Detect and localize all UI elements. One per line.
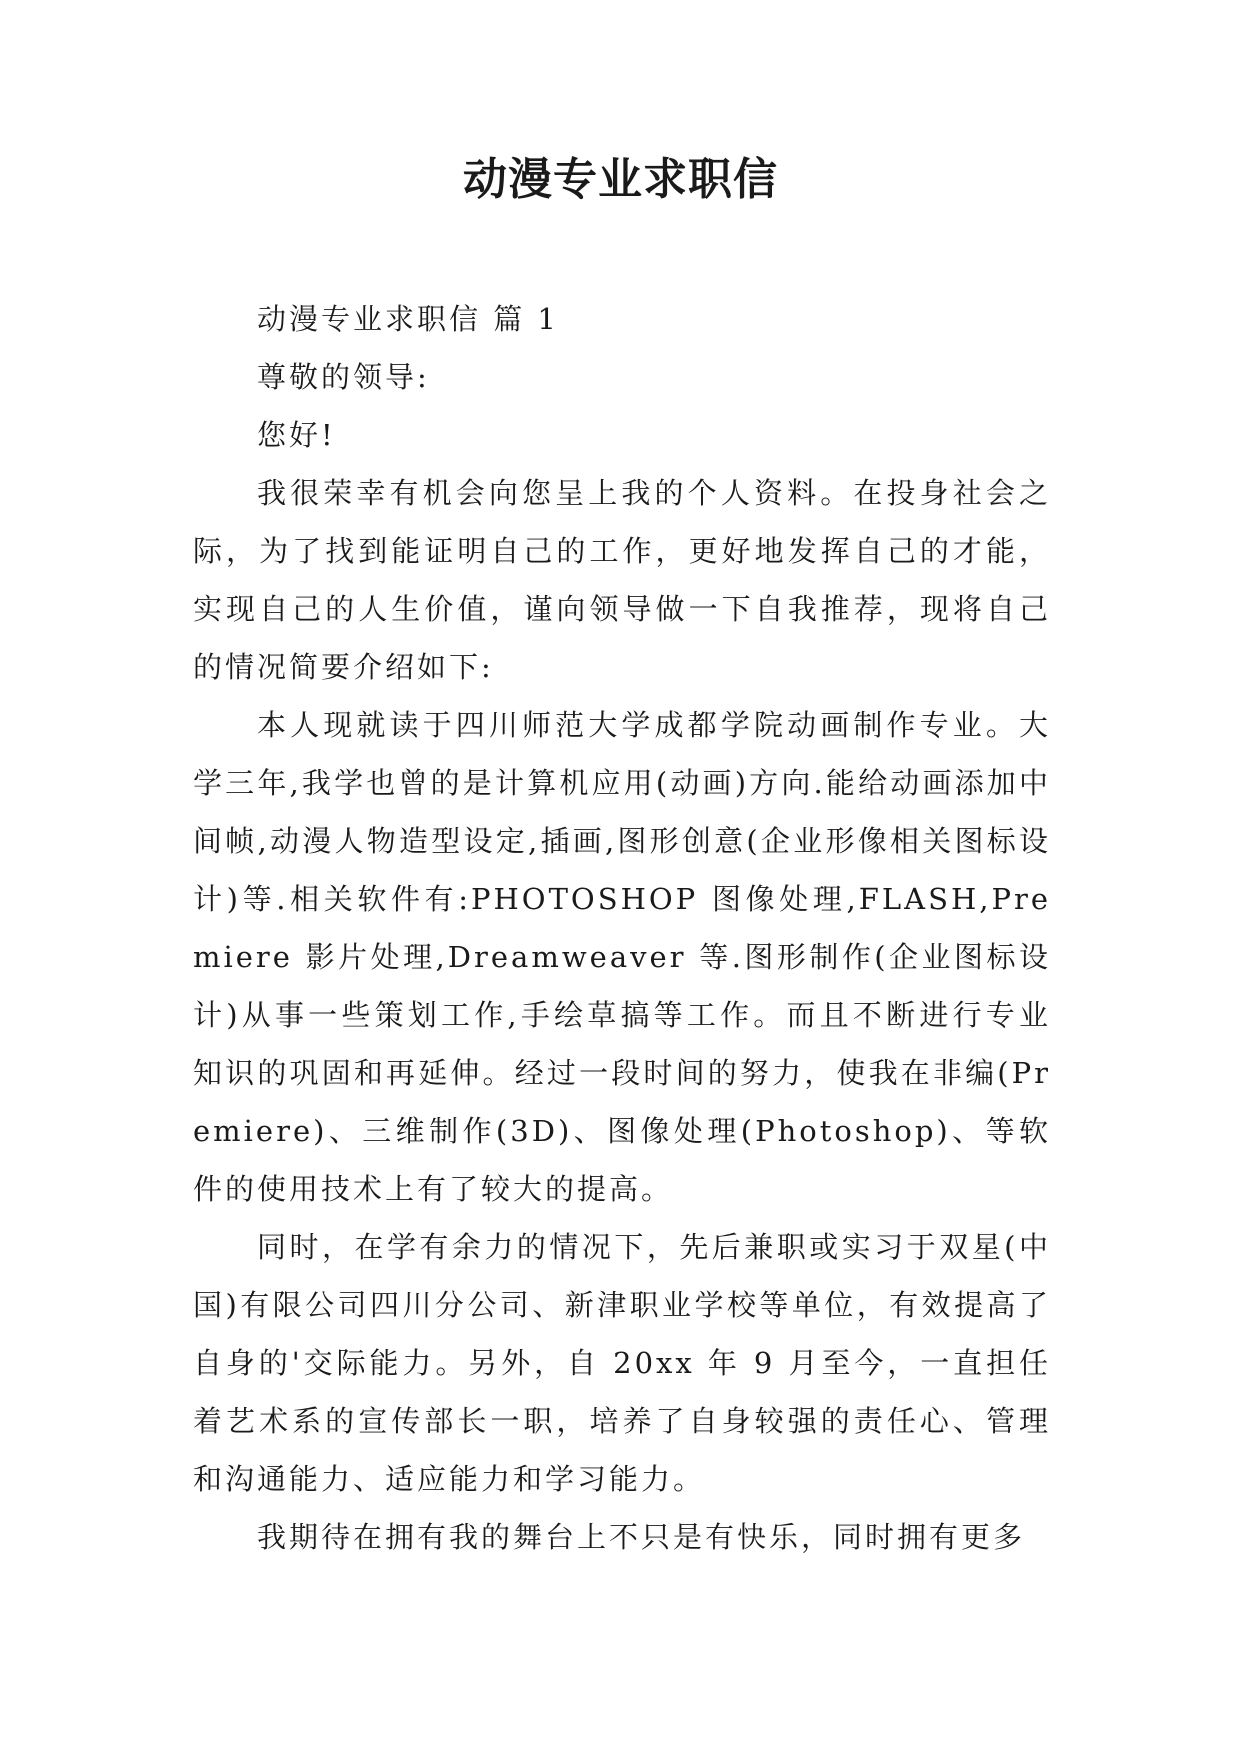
body-paragraph-closing: 我期待在拥有我的舞台上不只是有快乐，同时拥有更多 [257,1520,1026,1554]
greeting: 您好! [257,418,336,452]
body-paragraph-education: 本人现就读于四川师范大学成都学院动画制作专业。大学三年,我学也曾的是计算机应用(动画)方向.能给动画添加中间帧,动漫人物造型设定,插画,图形创意(企业形像相关图标设计)等.相关软件有:PHOTOSHOP 图像处理,FLASH,Premiere 影片处理,Dreamweaver 等.图形制作(企业图标设计)从事一些策划工作,手绘草搞等工作。而且不断进行专业知识的巩固和再延伸。经过一段时间的努力，使我在非编(Premiere)、三维制作(3D)、图像处理(Photoshop)、等软件的使用技术上有了较大的提高。 [193,708,1051,1206]
body-paragraph-experience: 同时，在学有余力的情况下，先后兼职或实习于双星(中国)有限公司四川分公司、新津职业学校等单位，有效提高了自身的'交际能力。另外，自 20xx 年 9 月至今，一直担任着艺术系的宣传部长一职，培养了自身较强的责任心、管理和沟通能力、适应能力和学习能力。 [193,1230,1051,1496]
salutation: 尊敬的领导: [257,360,430,394]
section-heading: 动漫专业求职信 篇 1 [257,302,559,336]
document-title: 动漫专业求职信 [463,154,778,205]
body-paragraph-intro: 我很荣幸有机会向您呈上我的个人资料。在投身社会之际，为了找到能证明自己的工作，更好地发挥自己的才能，实现自己的人生价值，谨向领导做一下自我推荐，现将自己的情况简要介绍如下: [193,476,1051,684]
document-body [193,290,1051,1566]
